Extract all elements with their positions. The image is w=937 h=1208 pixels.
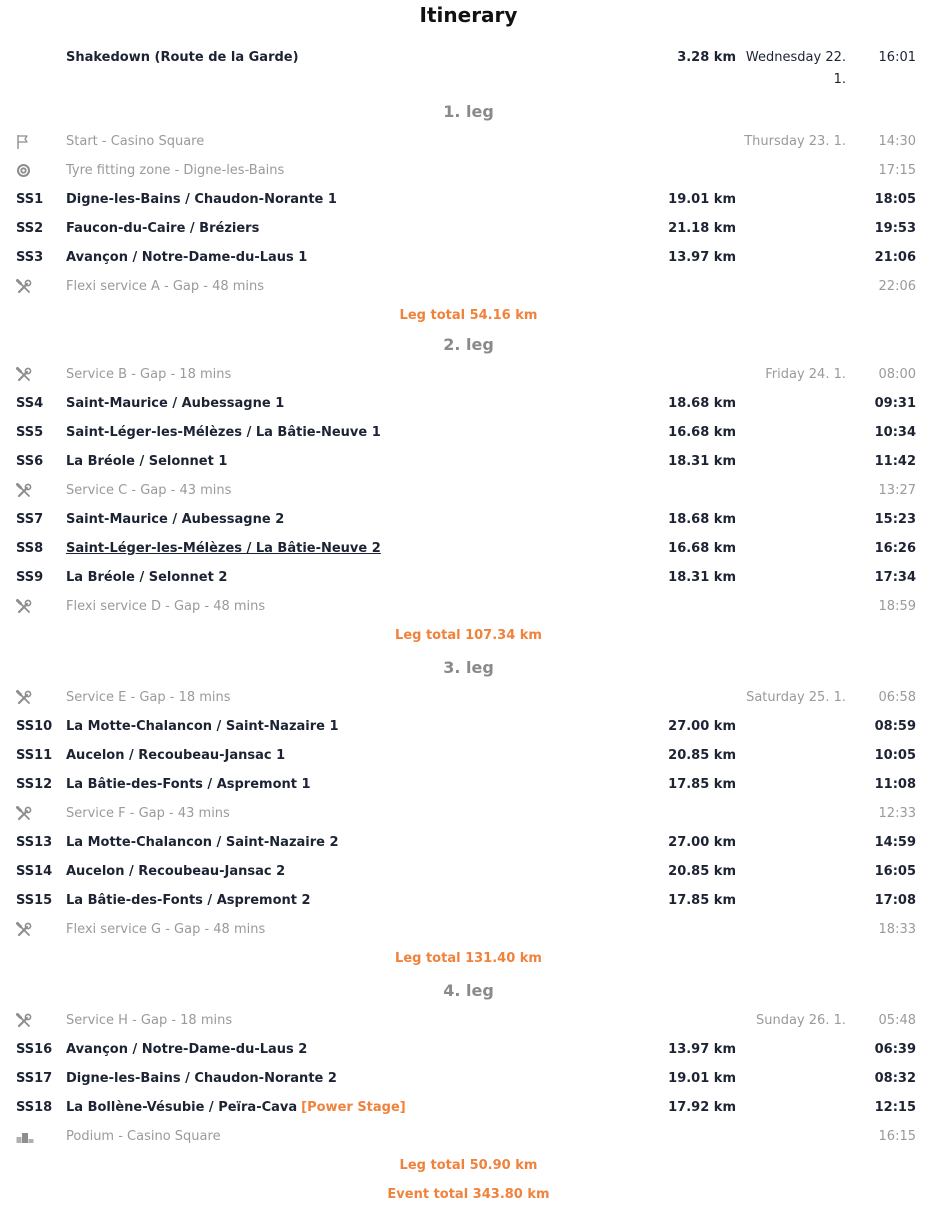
stage-code: SS8 xyxy=(16,541,44,556)
info-time: 22:06 xyxy=(878,279,916,294)
stage-name-link[interactable] xyxy=(66,1042,307,1058)
stage-name[interactable]: La Bréole / Selonnet 1 xyxy=(66,454,228,469)
info-name: Tyre fitting zone - Digne-les-Bains xyxy=(66,163,285,178)
info-name: Service B - Gap - 18 mins xyxy=(66,367,232,382)
leg-heading: 1. leg xyxy=(443,102,494,121)
page-title: Itinerary xyxy=(419,3,518,27)
leg-total: Leg total 131.40 km xyxy=(395,951,542,966)
stage-distance: 27.00 km xyxy=(668,835,736,850)
stage-name-link[interactable] xyxy=(66,221,259,237)
service-tools-icon xyxy=(16,690,32,706)
stage-name[interactable]: La Bréole / Selonnet 2 xyxy=(66,570,228,585)
stage-time: 11:42 xyxy=(874,454,916,469)
leg-total: Leg total 54.16 km xyxy=(399,308,538,323)
stage-name-link[interactable] xyxy=(66,864,285,880)
tyre-icon xyxy=(16,163,32,179)
stage-code: SS7 xyxy=(16,512,44,527)
podium-icon xyxy=(16,1129,32,1145)
stage-row[interactable] xyxy=(0,1093,937,1122)
stage-row[interactable] xyxy=(0,214,937,243)
stage-row[interactable] xyxy=(0,418,937,447)
stage-row[interactable] xyxy=(0,534,937,563)
info-row xyxy=(0,127,937,156)
info-time: 14:30 xyxy=(878,134,916,149)
stage-code: SS15 xyxy=(16,893,53,908)
info-name: Flexi service G - Gap - 48 mins xyxy=(66,922,266,937)
stage-time: 16:26 xyxy=(874,541,916,556)
stage-distance: 18.31 km xyxy=(668,570,736,585)
info-time: 13:27 xyxy=(878,483,916,498)
info-time: 17:15 xyxy=(878,163,916,178)
stage-code: SS16 xyxy=(16,1042,53,1057)
info-name: Podium - Casino Square xyxy=(66,1129,221,1144)
stage-name[interactable]: Saint-Maurice / Aubessagne 1 xyxy=(66,396,285,411)
stage-time: 17:34 xyxy=(874,570,916,585)
stage-distance: 16.68 km xyxy=(668,425,736,440)
stage-code: SS3 xyxy=(16,250,44,265)
stage-distance: 16.68 km xyxy=(668,541,736,556)
stage-code: SS17 xyxy=(16,1071,53,1086)
stage-name[interactable]: Faucon-du-Caire / Bréziers xyxy=(66,221,260,236)
info-time: 18:33 xyxy=(878,922,916,937)
stage-name[interactable]: Avançon / Notre-Dame-du-Laus 1 xyxy=(66,250,308,265)
info-time: 16:15 xyxy=(878,1129,916,1144)
stage-time: 08:32 xyxy=(874,1071,916,1086)
stage-name[interactable]: La Bâtie-des-Fonts / Aspremont 2 xyxy=(66,893,311,908)
stage-distance: 21.18 km xyxy=(668,221,736,236)
stage-name-link[interactable] xyxy=(66,425,381,441)
stage-distance: 17.85 km xyxy=(668,893,736,908)
leg-heading: 3. leg xyxy=(443,658,494,677)
service-tools-icon xyxy=(16,279,32,295)
stage-name[interactable]: Aucelon / Recoubeau-Jansac 1 xyxy=(66,748,286,763)
stage-name-link[interactable] xyxy=(66,719,339,735)
stage-distance: 13.97 km xyxy=(668,1042,736,1057)
stage-distance: 27.00 km xyxy=(668,719,736,734)
shakedown-name[interactable]: Shakedown (Route de la Garde) xyxy=(66,50,299,65)
info-row xyxy=(0,915,937,944)
stage-row[interactable] xyxy=(0,505,937,534)
stage-row[interactable] xyxy=(0,828,937,857)
stage-name-link[interactable] xyxy=(66,835,339,851)
stage-row[interactable] xyxy=(0,447,937,476)
info-time: 05:48 xyxy=(878,1013,916,1028)
stage-row[interactable] xyxy=(0,712,937,741)
stage-distance: 18.68 km xyxy=(668,396,736,411)
stage-name-link[interactable] xyxy=(66,570,227,586)
info-row xyxy=(0,683,937,712)
stage-time: 16:05 xyxy=(874,864,916,879)
stage-name-link[interactable] xyxy=(66,192,337,208)
stage-code: SS6 xyxy=(16,454,44,469)
stage-time: 19:53 xyxy=(874,221,916,236)
power-stage-tag: [Power Stage] xyxy=(301,1100,406,1115)
stage-time: 12:15 xyxy=(874,1100,916,1115)
stage-time: 17:08 xyxy=(874,893,916,908)
stage-row[interactable] xyxy=(0,185,937,214)
stage-distance: 19.01 km xyxy=(668,192,736,207)
info-name: Flexi service A - Gap - 48 mins xyxy=(66,279,265,294)
stage-row[interactable] xyxy=(0,857,937,886)
stage-time: 14:59 xyxy=(874,835,916,850)
stage-time: 10:34 xyxy=(874,425,916,440)
info-name: Service H - Gap - 18 mins xyxy=(66,1013,233,1028)
stage-time: 09:31 xyxy=(874,396,916,411)
info-name: Service F - Gap - 43 mins xyxy=(66,806,230,821)
stage-name-link[interactable] xyxy=(66,454,227,470)
stage-name[interactable]: Saint-Maurice / Aubessagne 2 xyxy=(66,512,285,527)
info-time: 08:00 xyxy=(878,367,916,382)
stage-distance: 18.68 km xyxy=(668,512,736,527)
shakedown-distance: 3.28 km xyxy=(677,50,736,65)
leg-date: Sunday 26. 1. xyxy=(756,1013,846,1028)
leg-total: Leg total 107.34 km xyxy=(395,628,542,643)
stage-row[interactable] xyxy=(0,770,937,799)
info-time: 12:33 xyxy=(878,806,916,821)
stage-name-link[interactable] xyxy=(66,512,284,528)
stage-code: SS12 xyxy=(16,777,53,792)
stage-code: SS4 xyxy=(16,396,44,411)
stage-name[interactable]: Aucelon / Recoubeau-Jansac 2 xyxy=(66,864,286,879)
stage-time: 08:59 xyxy=(874,719,916,734)
info-row xyxy=(0,1122,937,1151)
stage-time: 06:39 xyxy=(874,1042,916,1057)
stage-row[interactable] xyxy=(0,1035,937,1064)
stage-code: SS14 xyxy=(16,864,53,879)
info-row xyxy=(0,1006,937,1035)
stage-name[interactable]: Avançon / Notre-Dame-du-Laus 2 xyxy=(66,1042,308,1057)
event-total: Event total 343.80 km xyxy=(387,1187,550,1202)
stage-name[interactable]: La Motte-Chalancon / Saint-Nazaire 1 xyxy=(66,719,339,734)
stage-name[interactable]: Digne-les-Bains / Chaudon-Norante 1 xyxy=(66,192,337,207)
stage-row[interactable] xyxy=(0,243,937,272)
stage-code: SS5 xyxy=(16,425,44,440)
info-name: Start - Casino Square xyxy=(66,134,205,149)
stage-name-link[interactable] xyxy=(66,1071,337,1087)
stage-row[interactable] xyxy=(0,886,937,915)
stage-code: SS9 xyxy=(16,570,44,585)
stage-name[interactable]: La Bollène-Vésubie / Peïra-Cava xyxy=(66,1100,298,1115)
stage-distance: 18.31 km xyxy=(668,454,736,469)
stage-name-link[interactable] xyxy=(66,893,311,909)
stage-time: 10:05 xyxy=(874,748,916,763)
shakedown-date-line2: 1. xyxy=(833,72,846,87)
leg-date: Saturday 25. 1. xyxy=(746,690,846,705)
stage-name-link[interactable] xyxy=(66,396,284,412)
info-name: Service E - Gap - 18 mins xyxy=(66,690,231,705)
info-row xyxy=(0,476,937,505)
stage-code: SS10 xyxy=(16,719,53,734)
stage-distance: 17.92 km xyxy=(668,1100,736,1115)
stage-code: SS1 xyxy=(16,192,44,207)
leg-heading: 4. leg xyxy=(443,981,494,1000)
info-row xyxy=(0,360,937,389)
stage-time: 15:23 xyxy=(874,512,916,527)
stage-code: SS2 xyxy=(16,221,44,236)
stage-distance: 19.01 km xyxy=(668,1071,736,1086)
info-time: 18:59 xyxy=(878,599,916,614)
service-tools-icon xyxy=(16,806,32,822)
stage-row[interactable] xyxy=(0,389,937,418)
info-time: 06:58 xyxy=(878,690,916,705)
stage-name-link[interactable] xyxy=(66,748,285,764)
stage-name-link[interactable] xyxy=(66,1100,406,1116)
stage-name[interactable]: La Bâtie-des-Fonts / Aspremont 1 xyxy=(66,777,311,792)
info-row xyxy=(0,272,937,301)
stage-name[interactable]: Digne-les-Bains / Chaudon-Norante 2 xyxy=(66,1071,337,1086)
leg-heading: 2. leg xyxy=(443,335,494,354)
stage-name[interactable]: Saint-Léger-les-Mélèzes / La Bâtie-Neuve 1 xyxy=(66,425,381,440)
shakedown-date-line1: Wednesday 22. xyxy=(745,50,846,65)
stage-code: SS18 xyxy=(16,1100,53,1115)
info-name: Flexi service D - Gap - 48 mins xyxy=(66,599,266,614)
stage-code: SS11 xyxy=(16,748,53,763)
stage-row[interactable] xyxy=(0,741,937,770)
stage-row[interactable] xyxy=(0,563,937,592)
stage-name-link[interactable] xyxy=(66,541,381,557)
service-tools-icon xyxy=(16,922,32,938)
shakedown-time: 16:01 xyxy=(878,50,916,65)
stage-time: 18:05 xyxy=(874,192,916,207)
stage-name[interactable]: Saint-Léger-les-Mélèzes / La Bâtie-Neuve 2 xyxy=(66,541,381,556)
stage-name[interactable]: La Motte-Chalancon / Saint-Nazaire 2 xyxy=(66,835,339,850)
service-tools-icon xyxy=(16,599,32,615)
flag-icon xyxy=(16,134,32,150)
stage-time: 11:08 xyxy=(874,777,916,792)
stage-code: SS13 xyxy=(16,835,53,850)
service-tools-icon xyxy=(16,367,32,383)
stage-distance: 13.97 km xyxy=(668,250,736,265)
leg-date: Thursday 23. 1. xyxy=(744,134,846,149)
stage-distance: 20.85 km xyxy=(668,864,736,879)
info-name: Service C - Gap - 43 mins xyxy=(66,483,232,498)
info-row xyxy=(0,592,937,621)
info-row xyxy=(0,156,937,185)
leg-total: Leg total 50.90 km xyxy=(399,1158,538,1173)
service-tools-icon xyxy=(16,483,32,499)
leg-date: Friday 24. 1. xyxy=(765,367,846,382)
stage-time: 21:06 xyxy=(874,250,916,265)
service-tools-icon xyxy=(16,1013,32,1029)
stage-name-link[interactable] xyxy=(66,250,307,266)
stage-distance: 17.85 km xyxy=(668,777,736,792)
info-row xyxy=(0,799,937,828)
stage-row[interactable] xyxy=(0,1064,937,1093)
stage-name-link[interactable] xyxy=(66,777,311,793)
stage-distance: 20.85 km xyxy=(668,748,736,763)
